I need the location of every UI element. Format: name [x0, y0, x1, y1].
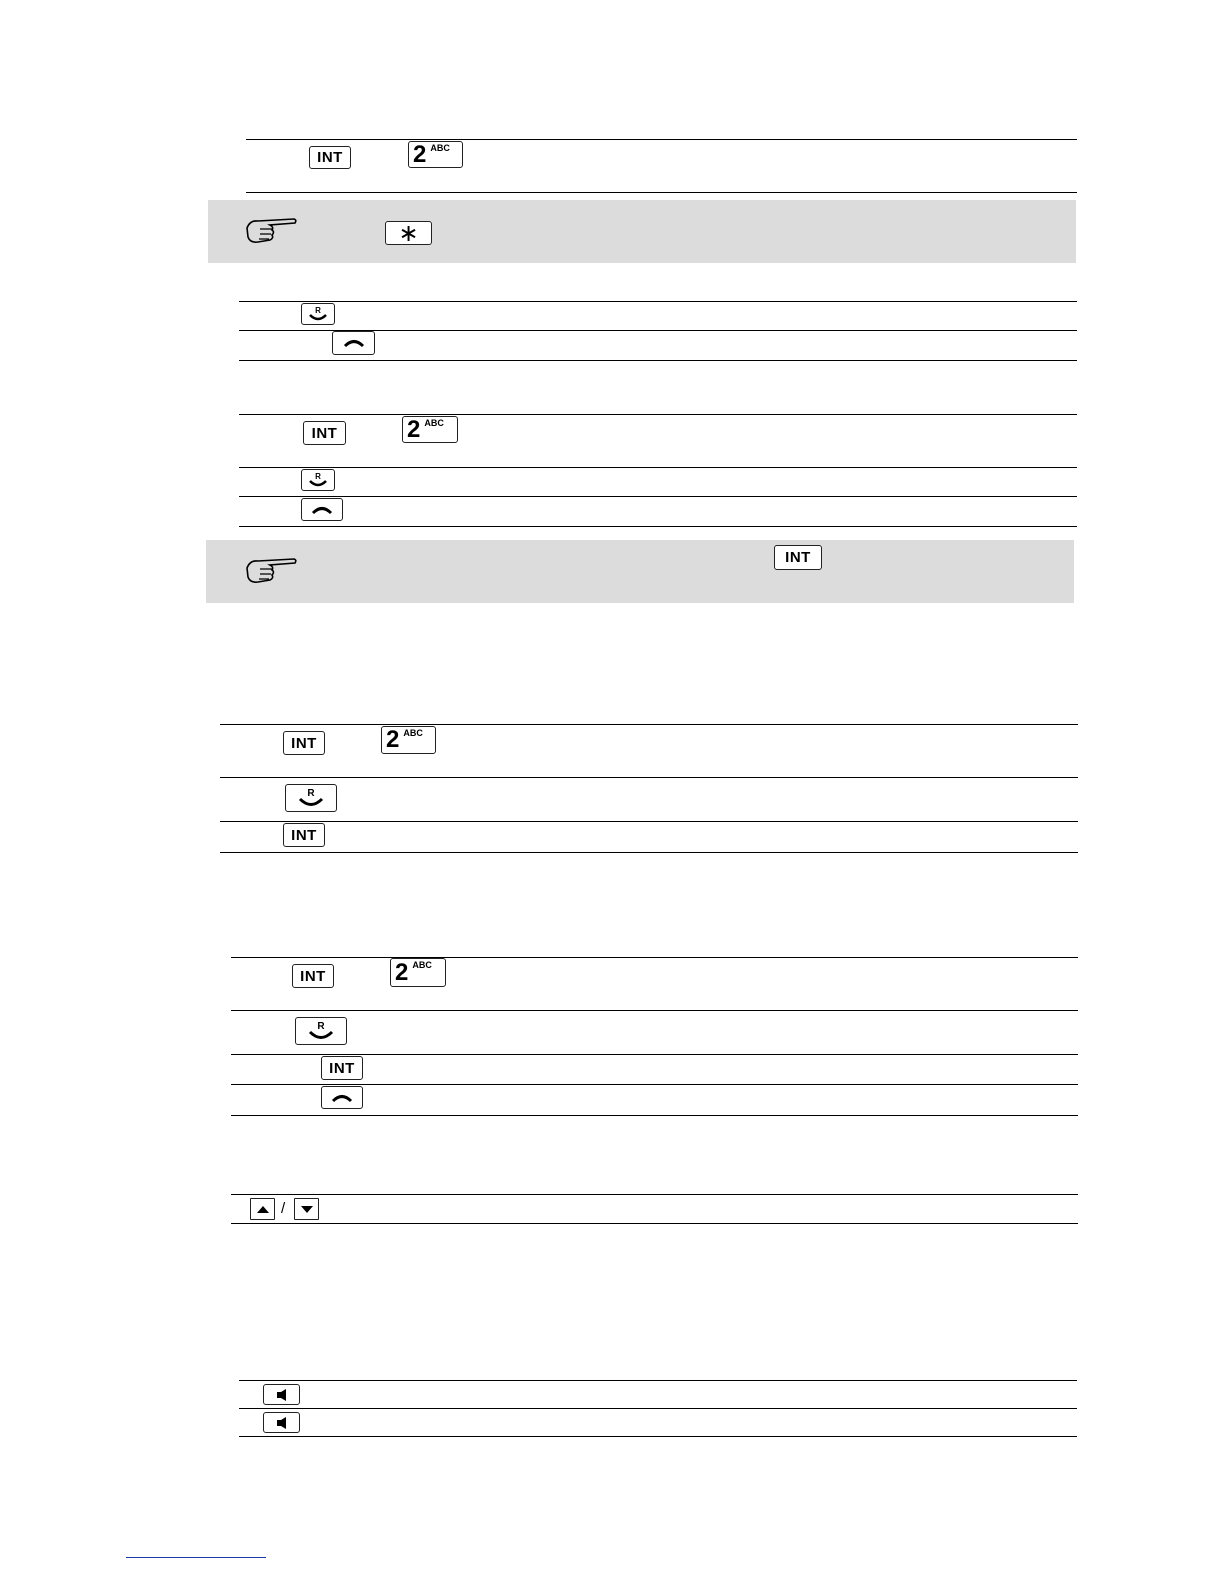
note-box	[206, 540, 1074, 603]
table-rule	[220, 821, 1078, 822]
r-label: R	[317, 1021, 325, 1032]
r-label: R	[315, 306, 321, 315]
table-rule	[220, 724, 1078, 725]
table-rule	[231, 1194, 1078, 1195]
table-rule	[239, 414, 1077, 415]
digit-2-key	[402, 416, 458, 443]
pointing-hand-icon	[244, 214, 298, 246]
digit-2-key	[408, 141, 463, 168]
table-rule	[231, 1115, 1078, 1116]
key-separator: /	[281, 1200, 286, 1217]
table-rule	[239, 496, 1077, 497]
table-rule	[239, 467, 1077, 468]
table-rule	[239, 1380, 1077, 1381]
end-call-key-icon	[321, 1086, 363, 1109]
int-key: INT	[283, 731, 325, 755]
digit-label: 2	[407, 415, 421, 443]
table-rule	[231, 1084, 1078, 1085]
footnote-separator	[126, 1557, 266, 1558]
star-key: ∗	[385, 221, 432, 245]
digit-label: 2	[386, 726, 400, 753]
r-label: R	[307, 788, 315, 799]
table-rule	[239, 1436, 1077, 1437]
table-rule	[239, 360, 1077, 361]
table-rule	[231, 1010, 1078, 1011]
end-call-key-icon	[301, 498, 343, 521]
digit-letters: ABC	[403, 728, 423, 738]
int-key: INT	[283, 823, 325, 847]
table-rule	[239, 526, 1077, 527]
int-key: INT	[321, 1056, 363, 1080]
table-rule	[246, 192, 1077, 193]
digit-2-key	[381, 726, 436, 754]
int-key: INT	[774, 545, 822, 570]
flash-r-key-icon	[285, 784, 337, 812]
note-box	[208, 200, 1076, 263]
int-key: INT	[292, 964, 334, 988]
table-rule	[239, 1408, 1077, 1409]
int-key: INT	[303, 421, 346, 445]
digit-letters: ABC	[430, 143, 450, 153]
flash-r-key-icon	[301, 303, 335, 325]
digit-label: 2	[395, 958, 409, 986]
arrow-down-key-icon	[294, 1198, 319, 1220]
digit-letters: ABC	[424, 418, 444, 428]
flash-r-key-icon	[301, 469, 335, 491]
end-call-key-icon	[332, 331, 375, 355]
pointing-hand-icon	[244, 554, 298, 586]
digit-2-key	[390, 958, 446, 987]
speaker-key-icon	[263, 1412, 300, 1433]
digit-letters: ABC	[412, 960, 432, 970]
speaker-key-icon	[263, 1384, 300, 1405]
table-rule	[246, 139, 1077, 140]
arrow-up-key-icon	[250, 1198, 275, 1220]
table-rule	[220, 852, 1078, 853]
table-rule	[231, 957, 1078, 958]
table-rule	[231, 1223, 1078, 1224]
table-rule	[220, 777, 1078, 778]
flash-r-key-icon	[295, 1017, 347, 1045]
table-rule	[239, 301, 1077, 302]
int-key: INT	[309, 146, 351, 169]
table-rule	[231, 1054, 1078, 1055]
digit-label: 2	[413, 140, 427, 168]
r-label: R	[315, 472, 321, 481]
